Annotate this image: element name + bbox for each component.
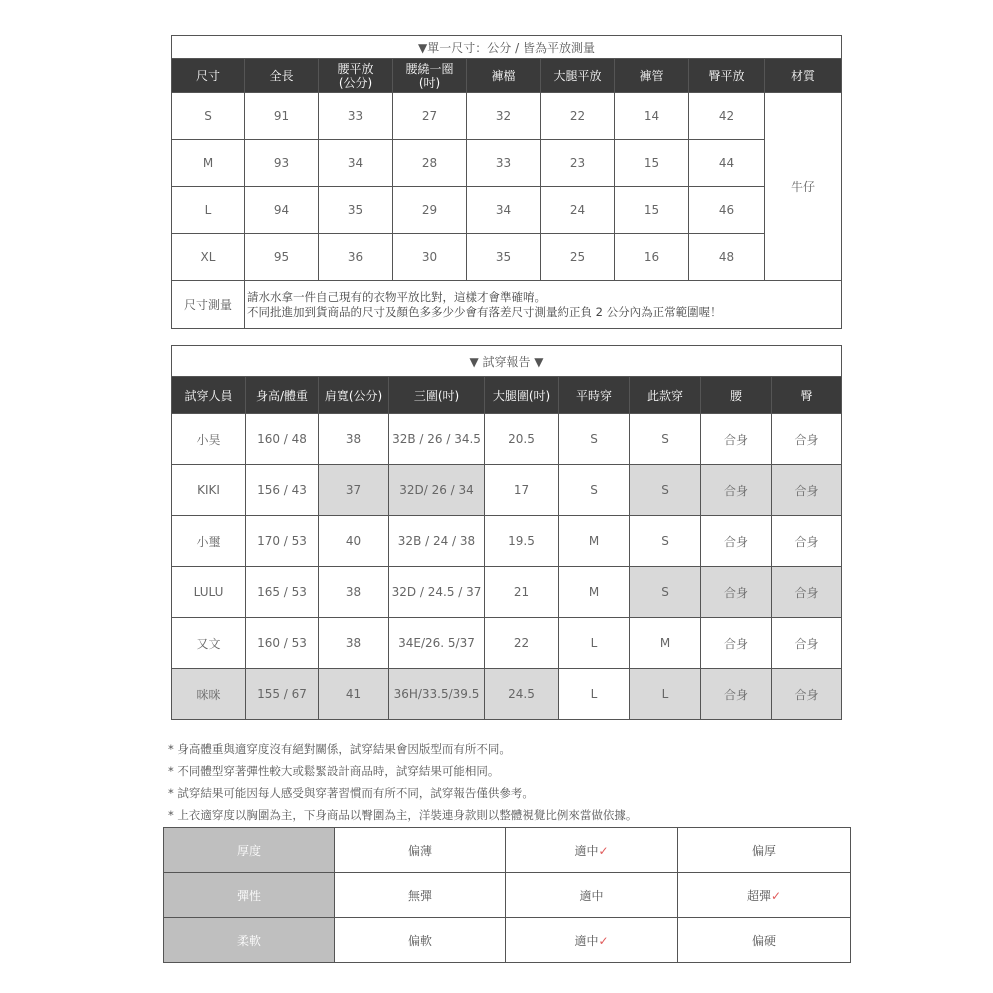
trial-header-height-weight: 身高/體重 xyxy=(246,377,319,414)
trial-cell: 17 xyxy=(485,465,559,516)
trial-cell: KIKI xyxy=(172,465,246,516)
trial-cell: 38 xyxy=(319,618,389,669)
size-cell: S xyxy=(172,93,245,140)
note-line: * 試穿結果可能因每人感受與穿著習慣而有所不同，試穿報告僅供參考。 xyxy=(168,786,534,800)
trial-table-title: ▼ 試穿報告 ▼ xyxy=(172,346,842,377)
trial-cell: 合身 xyxy=(701,669,772,720)
size-table-title-row xyxy=(172,36,842,59)
note-line: * 不同體型穿著彈性較大或鬆緊設計商品時，試穿結果可能相同。 xyxy=(168,764,500,778)
trial-cell: 合身 xyxy=(701,567,772,618)
table-row xyxy=(172,516,842,567)
note-line: * 上衣適穿度以胸圍為主，下身商品以臀圍為主，洋裝連身款則以整體視覺比例來當做依據。 xyxy=(168,808,638,822)
trial-cell: 170 / 53 xyxy=(246,516,319,567)
trial-cell: 37 xyxy=(319,465,389,516)
measure-note xyxy=(245,281,842,329)
trial-cell: 38 xyxy=(319,567,389,618)
measure-note-row xyxy=(172,281,842,329)
fabric-option: 適中✓ xyxy=(506,918,678,963)
size-cell: 29 xyxy=(393,187,467,234)
trial-header-measurements: 三圍(吋) xyxy=(389,377,485,414)
size-cell: 46 xyxy=(689,187,765,234)
size-cell: L xyxy=(172,187,245,234)
trial-cell: 34E/26. 5/37 xyxy=(389,618,485,669)
size-table-header-row xyxy=(172,59,842,93)
trial-cell: 20.5 xyxy=(485,414,559,465)
fabric-option: 超彈✓ xyxy=(678,873,851,918)
trial-cell: 32D / 24.5 / 37 xyxy=(389,567,485,618)
trial-header-hip: 臀 xyxy=(772,377,842,414)
size-header-length: 全長 xyxy=(245,59,319,93)
trial-header-usual-size: 平時穿 xyxy=(559,377,630,414)
trial-cell: 165 / 53 xyxy=(246,567,319,618)
check-icon: ✓ xyxy=(598,933,609,948)
fabric-option: 偏薄 xyxy=(335,828,506,873)
measure-note-line-2: 不同批進加到貨商品的尺寸及顏色多多少少會有落差尺寸測量約正負 2 公分內為正常範圍喔！ xyxy=(247,304,722,319)
size-header-hip: 臀平放 xyxy=(689,59,765,93)
trial-cell: 合身 xyxy=(772,465,842,516)
size-table xyxy=(171,35,842,329)
size-cell: 32 xyxy=(467,93,541,140)
size-cell: 14 xyxy=(615,93,689,140)
fit-notes xyxy=(168,738,868,826)
fabric-label: 厚度 xyxy=(164,828,335,873)
trial-cell: M xyxy=(630,618,701,669)
trial-cell: 155 / 67 xyxy=(246,669,319,720)
size-cell: 28 xyxy=(393,140,467,187)
trial-cell: S xyxy=(630,414,701,465)
trial-cell: 40 xyxy=(319,516,389,567)
table-row xyxy=(172,140,842,187)
size-header-leg-opening: 褲管 xyxy=(615,59,689,93)
size-cell: 93 xyxy=(245,140,319,187)
fabric-label: 柔軟 xyxy=(164,918,335,963)
trial-header-this-size: 此款穿 xyxy=(630,377,701,414)
size-cell: 27 xyxy=(393,93,467,140)
fabric-option: 偏厚 xyxy=(678,828,851,873)
fabric-row-softness xyxy=(164,918,851,963)
trial-cell: 36H/33.5/39.5 xyxy=(389,669,485,720)
trial-cell: 22 xyxy=(485,618,559,669)
fabric-label: 彈性 xyxy=(164,873,335,918)
size-cell: 94 xyxy=(245,187,319,234)
trial-cell: S xyxy=(630,567,701,618)
trial-cell: 32D/ 26 / 34 xyxy=(389,465,485,516)
trial-cell: 38 xyxy=(319,414,389,465)
trial-cell: 小昊 xyxy=(172,414,246,465)
table-row xyxy=(172,187,842,234)
trial-cell: S xyxy=(630,516,701,567)
table-row xyxy=(172,618,842,669)
size-table-title: ▼單一尺寸：公分 / 皆為平放測量 xyxy=(172,36,842,59)
size-cell: M xyxy=(172,140,245,187)
trial-cell: 咪咪 xyxy=(172,669,246,720)
trial-cell: 合身 xyxy=(772,618,842,669)
fabric-row-elasticity xyxy=(164,873,851,918)
trial-cell: S xyxy=(630,465,701,516)
fabric-option: 偏硬 xyxy=(678,918,851,963)
trial-cell: S xyxy=(559,465,630,516)
size-cell: 34 xyxy=(319,140,393,187)
trial-title-row xyxy=(172,346,842,377)
size-cell: 48 xyxy=(689,234,765,281)
trial-cell: M xyxy=(559,567,630,618)
trial-header-person: 試穿人員 xyxy=(172,377,246,414)
table-row xyxy=(172,93,842,140)
size-cell: 91 xyxy=(245,93,319,140)
size-cell: 42 xyxy=(689,93,765,140)
size-cell: 23 xyxy=(541,140,615,187)
trial-cell: M xyxy=(559,516,630,567)
trial-cell: 合身 xyxy=(701,414,772,465)
measure-note-line-1: 請水水拿一件自己現有的衣物平放比對，這樣才會準確唷。 xyxy=(247,289,546,304)
size-cell: 34 xyxy=(467,187,541,234)
trial-cell: 又文 xyxy=(172,618,246,669)
table-row xyxy=(172,414,842,465)
size-header-waist-flat: 腰平放 (公分) xyxy=(319,59,393,93)
size-cell: 33 xyxy=(467,140,541,187)
trial-cell: L xyxy=(559,618,630,669)
trial-header-row xyxy=(172,377,842,414)
size-header-size: 尺寸 xyxy=(172,59,245,93)
size-cell: 30 xyxy=(393,234,467,281)
fabric-option: 適中✓ xyxy=(506,828,678,873)
size-cell: XL xyxy=(172,234,245,281)
trial-cell: 32B / 26 / 34.5 xyxy=(389,414,485,465)
trial-cell: 19.5 xyxy=(485,516,559,567)
table-row xyxy=(172,234,842,281)
size-cell: 35 xyxy=(319,187,393,234)
measure-label: 尺寸測量 xyxy=(172,281,245,329)
trial-cell: 160 / 53 xyxy=(246,618,319,669)
size-cell: 33 xyxy=(319,93,393,140)
trial-cell: L xyxy=(559,669,630,720)
size-cell: 24 xyxy=(541,187,615,234)
trial-header-waist: 腰 xyxy=(701,377,772,414)
fabric-option: 無彈 xyxy=(335,873,506,918)
size-cell: 95 xyxy=(245,234,319,281)
check-icon: ✓ xyxy=(770,888,782,903)
trial-cell: S xyxy=(559,414,630,465)
trial-cell: 合身 xyxy=(701,618,772,669)
size-header-waist-around: 腰繞一圈 (吋) xyxy=(393,59,467,93)
trial-cell: 合身 xyxy=(772,414,842,465)
size-cell: 15 xyxy=(615,187,689,234)
table-row xyxy=(172,465,842,516)
trial-cell: 合身 xyxy=(701,465,772,516)
table-row xyxy=(172,669,842,720)
size-cell: 22 xyxy=(541,93,615,140)
trial-cell: 21 xyxy=(485,567,559,618)
trial-header-thigh: 大腿圍(吋) xyxy=(485,377,559,414)
size-cell: 25 xyxy=(541,234,615,281)
trial-cell: 合身 xyxy=(772,516,842,567)
material-cell: 牛仔 xyxy=(765,93,842,281)
trial-cell: 41 xyxy=(319,669,389,720)
note-line: * 身高體重與適穿度沒有絕對關係，試穿結果會因版型而有所不同。 xyxy=(168,742,511,756)
fabric-row-thickness xyxy=(164,828,851,873)
size-header-thigh: 大腿平放 xyxy=(541,59,615,93)
size-cell: 36 xyxy=(319,234,393,281)
size-header-rise: 褲檔 xyxy=(467,59,541,93)
check-icon: ✓ xyxy=(598,843,609,858)
trial-cell: 小璽 xyxy=(172,516,246,567)
trial-cell: 32B / 24 / 38 xyxy=(389,516,485,567)
fabric-option: 偏軟 xyxy=(335,918,506,963)
trial-cell: 156 / 43 xyxy=(246,465,319,516)
trial-cell: 160 / 48 xyxy=(246,414,319,465)
trial-cell: 24.5 xyxy=(485,669,559,720)
trial-cell: 合身 xyxy=(772,669,842,720)
trial-cell: 合身 xyxy=(772,567,842,618)
size-cell: 16 xyxy=(615,234,689,281)
fabric-property-table xyxy=(163,827,851,963)
trial-cell: LULU xyxy=(172,567,246,618)
table-row xyxy=(172,567,842,618)
size-cell: 35 xyxy=(467,234,541,281)
size-header-material: 材質 xyxy=(765,59,842,93)
trial-report-table xyxy=(171,345,842,720)
trial-header-shoulder: 肩寬(公分) xyxy=(319,377,389,414)
size-cell: 44 xyxy=(689,140,765,187)
fabric-option: 適中 xyxy=(506,873,678,918)
size-cell: 15 xyxy=(615,140,689,187)
trial-cell: 合身 xyxy=(701,516,772,567)
trial-cell: L xyxy=(630,669,701,720)
